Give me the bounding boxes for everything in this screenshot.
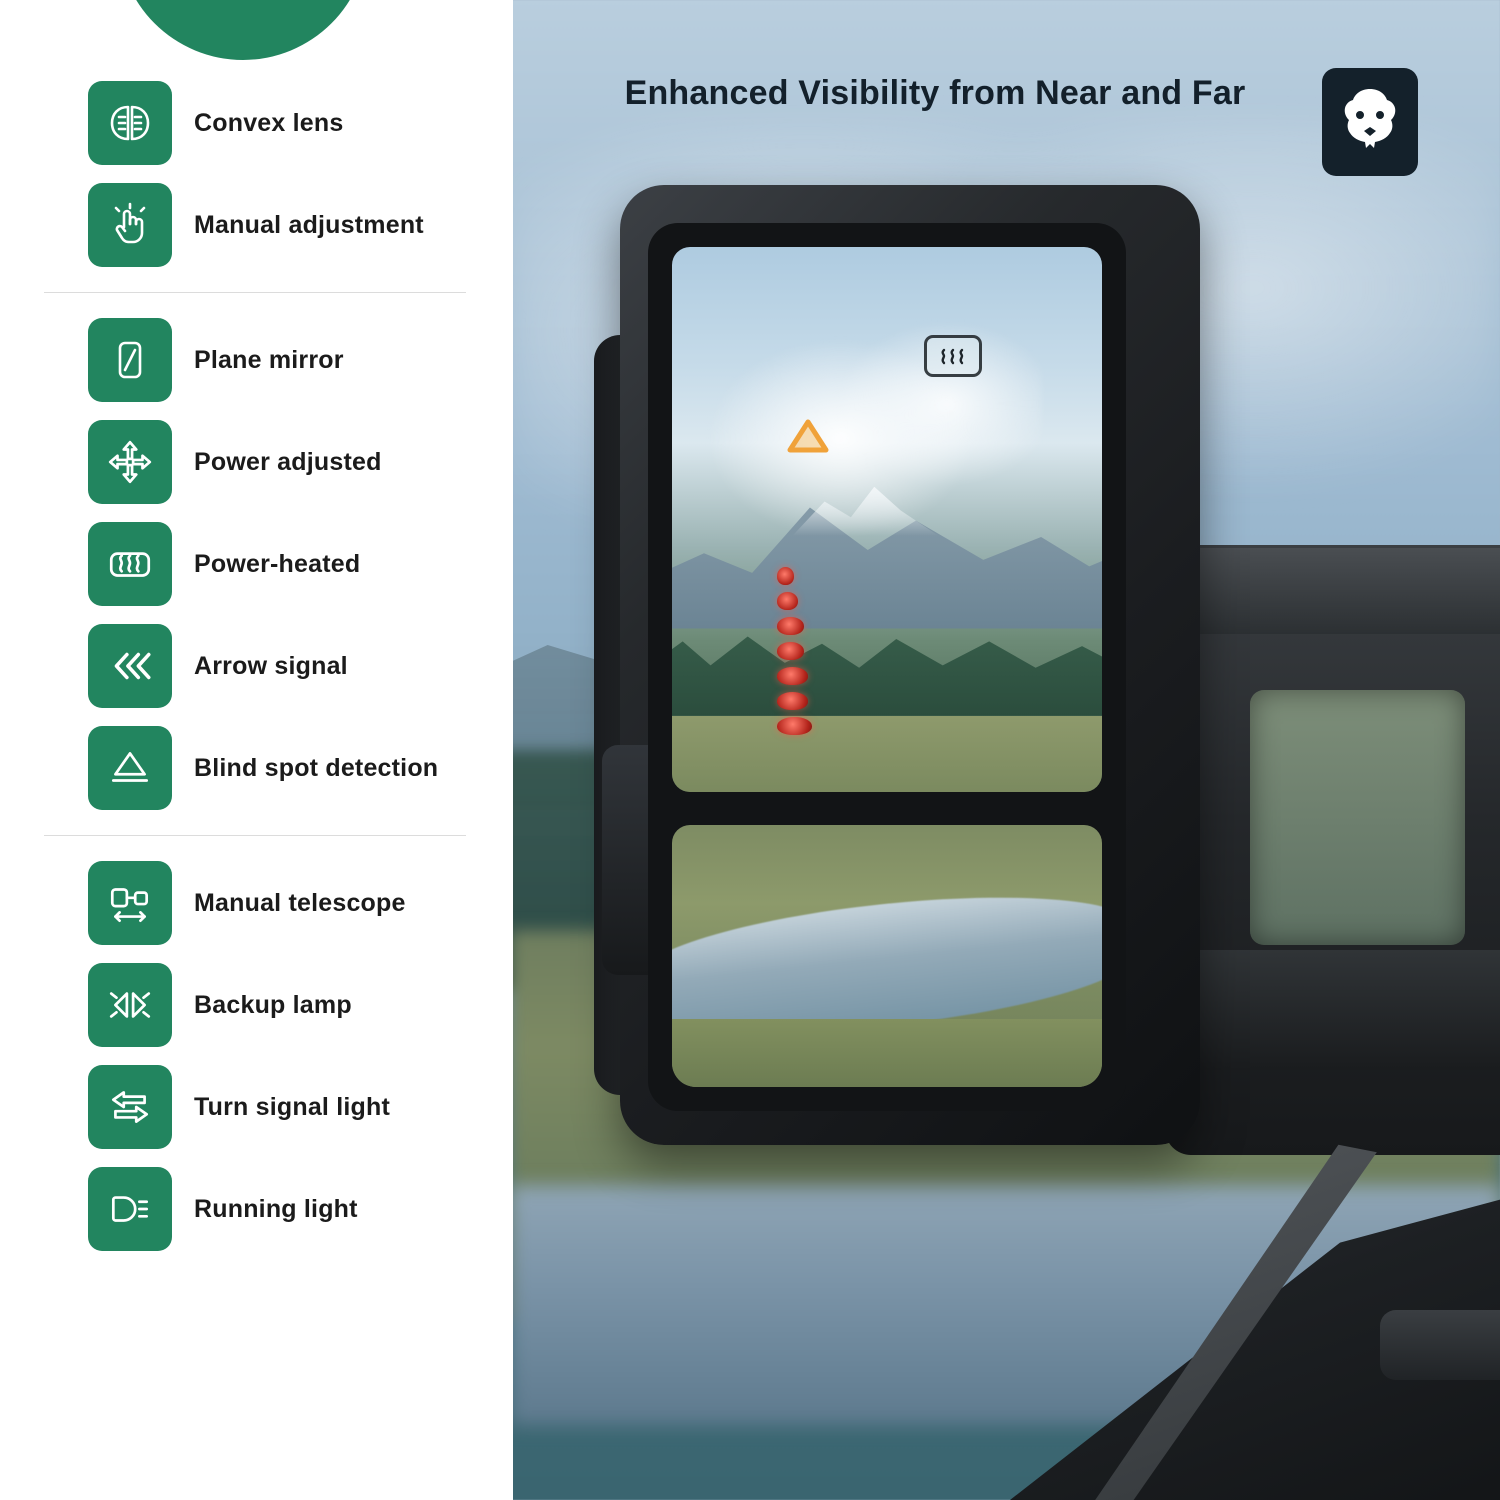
feature-label: Manual telescope [194, 888, 406, 917]
mirror-arm-upper [1150, 548, 1500, 634]
reflected-foreground-grass [672, 1019, 1102, 1087]
features-panel [0, 0, 510, 1500]
feature-group-lights [0, 852, 510, 1260]
decorative-swoosh [118, 0, 368, 60]
feature-backup-lamp [0, 954, 510, 1056]
lion-head-logo [1322, 68, 1418, 176]
feature-turn-signal-light [0, 1056, 510, 1158]
led-segment [777, 617, 804, 635]
mirror-arm-lower [1150, 950, 1500, 1070]
feature-label: Plane mirror [194, 345, 344, 374]
feature-label: Arrow signal [194, 651, 348, 680]
feature-group-mirror [0, 309, 510, 819]
convex-mirror-glass [672, 825, 1102, 1087]
feature-label: Manual adjustment [194, 210, 424, 239]
plane-mirror-icon [88, 318, 172, 402]
feature-group-lens [0, 72, 510, 276]
tow-mirror-assembly [620, 185, 1200, 1145]
led-segment [777, 692, 808, 710]
led-segment [777, 642, 804, 660]
feature-running-light [0, 1158, 510, 1260]
convex-lens-icon [88, 81, 172, 165]
feature-plane-mirror [0, 309, 510, 411]
feature-convex-lens [0, 72, 510, 174]
reflected-meadow [672, 716, 1102, 792]
group-divider [44, 835, 466, 836]
door-sill-trim [1380, 1310, 1500, 1380]
feature-power-adjusted [0, 411, 510, 513]
feature-label: Blind spot detection [194, 753, 439, 782]
arrow-led-strip [777, 567, 812, 735]
page-title: Enhanced Visibility from Near and Far [624, 74, 1246, 112]
feature-group-list [0, 72, 510, 1260]
feature-manual-telescope [0, 852, 510, 954]
led-segment [777, 717, 812, 735]
plane-mirror-glass [672, 247, 1102, 792]
led-segment [777, 667, 808, 685]
feature-label: Power-heated [194, 549, 361, 578]
manual-telescope-icon [88, 861, 172, 945]
feature-label: Power adjusted [194, 447, 382, 476]
feature-blind-spot-detection [0, 717, 510, 819]
feature-label: Convex lens [194, 108, 344, 137]
group-divider [44, 292, 466, 293]
blind-spot-triangle-icon [780, 412, 836, 460]
power-heated-icon [88, 522, 172, 606]
panel-divider [510, 0, 513, 1500]
mirror-arm-cutout [1250, 690, 1465, 945]
arrow-signal-icon [88, 624, 172, 708]
product-photo-panel [510, 0, 1500, 1500]
led-segment [777, 567, 794, 585]
feature-label: Backup lamp [194, 990, 352, 1019]
backup-lamp-icon [88, 963, 172, 1047]
led-segment [777, 592, 798, 610]
feature-manual-adjustment [0, 174, 510, 276]
feature-power-heated [0, 513, 510, 615]
feature-label: Turn signal light [194, 1092, 390, 1121]
manual-adjustment-icon [88, 183, 172, 267]
feature-arrow-signal [0, 615, 510, 717]
blind-spot-detection-icon [88, 726, 172, 810]
heated-mirror-icon [924, 335, 982, 377]
power-adjusted-icon [88, 420, 172, 504]
turn-signal-light-icon [88, 1065, 172, 1149]
feature-label: Running light [194, 1194, 358, 1223]
running-light-icon [88, 1167, 172, 1251]
